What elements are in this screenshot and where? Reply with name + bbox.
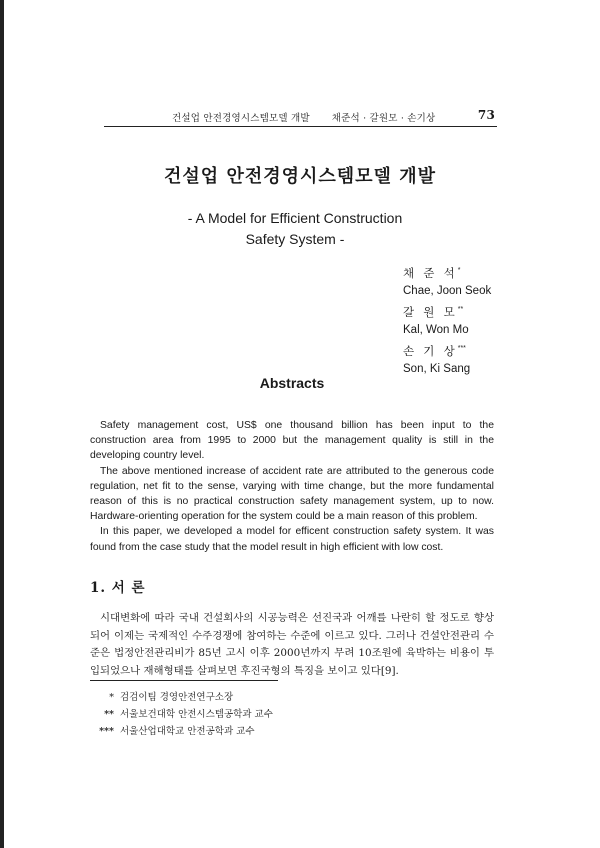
header-rule	[104, 126, 497, 127]
footnote-rule	[90, 680, 278, 681]
page-number: 73	[477, 108, 495, 122]
running-header-title: 건설업 안전경영시스템모델 개발	[172, 113, 310, 124]
paper-subtitle	[0, 208, 590, 250]
author-block	[403, 262, 513, 378]
footnote-mark: ***	[99, 726, 114, 737]
author-3-mark: ***	[457, 344, 466, 352]
abstract-paragraph: Safety management cost, US$ one thousand billion has been input to the construction area from 1995 to 2000 but the management quality is still in the developing country level.	[90, 420, 494, 462]
footnote-mark: *	[109, 692, 114, 703]
abstract-paragraph: The above mentioned increase of accident rate are attributed to the generous code regulation, net fit to the sense, varying with time change, but the more fundamental reason of this is no practical construction safety management system, up to now. Hardware-orienting operation for the system could be a main reason of this problem.	[90, 465, 494, 523]
footnote-text: 검검이팀 경영안전연구소장	[120, 692, 234, 703]
footnote-text: 서울산업대학교 안전공학과 교수	[120, 726, 255, 737]
footnote-item	[90, 706, 390, 723]
subtitle-line-2: Safety System -	[245, 231, 345, 247]
paper-title: 건설업 안전경영시스템모델 개발	[164, 166, 436, 187]
section-heading: 1. 서 론	[90, 580, 146, 596]
author-2-mark: **	[457, 305, 464, 313]
author-2-name-ko: 갈 원 모**	[403, 305, 464, 319]
abstract-body	[90, 418, 494, 555]
footnote-item	[90, 723, 390, 740]
author-3-name-en: Son, Ki Sang	[403, 362, 471, 375]
author-3-name-ko: 손 기 상***	[403, 344, 466, 358]
running-header-authors: 채준석 · 갈원모 · 손기상	[331, 113, 436, 124]
abstract-heading: Abstracts	[259, 375, 325, 391]
subtitle-line-1: - A Model for Efficient Construction	[187, 210, 403, 226]
author-1-name-en: Chae, Joon Seok	[403, 285, 492, 298]
section-body	[90, 610, 494, 680]
footnote-mark: **	[104, 709, 114, 720]
running-header	[150, 110, 495, 124]
footnotes	[90, 689, 390, 740]
body-paragraph: 시대변화에 따라 국내 건설회사의 시공능력은 선진국과 어깨를 나란히 할 정도로 향상되어 이제는 국제적인 수주경쟁에 참여하는 수준에 이르고 있다. 그러나 건설안전관리 수준은 법정안전관리비가 85년 고시 이후 2000년까지 무려 10조원에 육박하는 비용이 투입되었으나 재해형태를 살펴보면 후진국형의 특징을 보이고 있다[9].	[90, 612, 494, 677]
abstract-paragraph: In this paper, we developed a model for efficent construction safety system. It was found from the case study that the model result in high efficient with low cost.	[90, 526, 494, 553]
author-1-mark: *	[457, 267, 461, 274]
footnote-item	[90, 689, 390, 706]
author-1-name-ko: 채 준 석*	[403, 267, 461, 280]
footnote-text: 서울보건대학 안전시스템공학과 교수	[120, 709, 273, 720]
author-2-name-en: Kal, Won Mo	[403, 324, 469, 337]
